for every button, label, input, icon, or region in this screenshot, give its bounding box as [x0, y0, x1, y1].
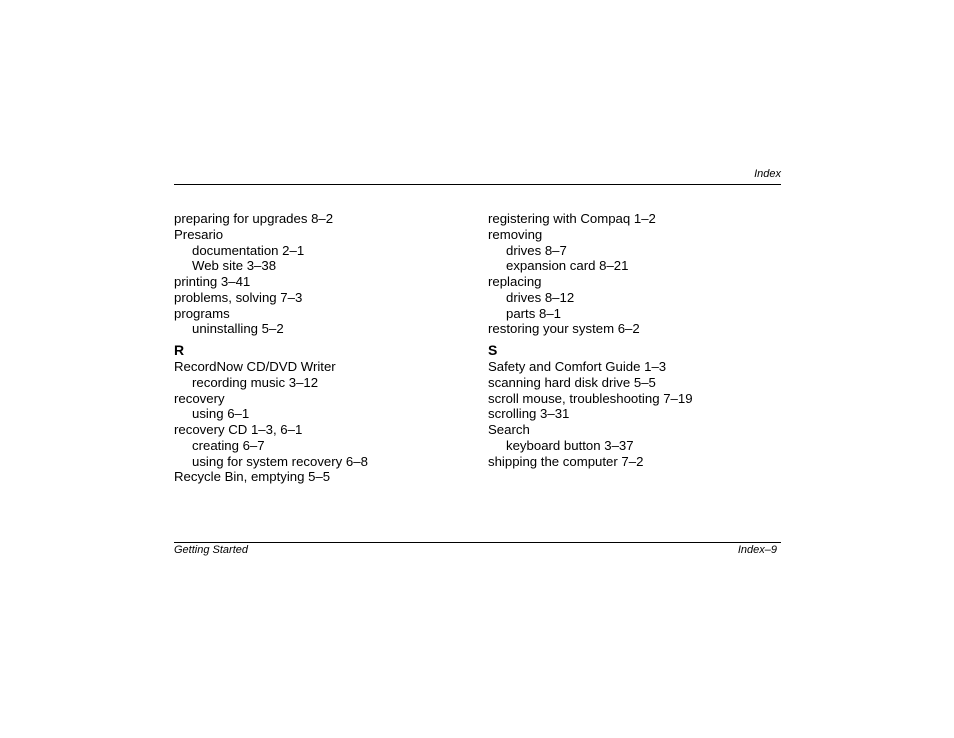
index-entry: restoring your system 6–2: [488, 321, 640, 337]
index-letter-heading: R: [174, 342, 185, 358]
index-subentry: using for system recovery 6–8: [192, 453, 368, 469]
index-subentry: drives 8–12: [506, 289, 575, 305]
index-entry: programs: [174, 305, 230, 321]
header-rule: [174, 184, 781, 185]
index-column-left: [174, 211, 474, 485]
index-entry: preparing for upgrades 8–2: [174, 211, 334, 226]
index-letter-heading: S: [488, 342, 498, 358]
footer-book-title: Getting Started: [174, 544, 248, 556]
index-entry: Safety and Comfort Guide 1–3: [488, 359, 667, 374]
index-subentry: parts 8–1: [506, 305, 561, 321]
index-subentry: using 6–1: [192, 406, 250, 422]
index-entry: scanning hard disk drive 5–5: [488, 374, 656, 390]
index-entry: RecordNow CD/DVD Writer: [174, 359, 336, 374]
index-entry: scrolling 3–31: [488, 406, 570, 422]
index-subentry: documentation 2–1: [192, 242, 305, 258]
index-entry: recovery: [174, 390, 225, 406]
index-entry: scroll mouse, troubleshooting 7–19: [488, 390, 693, 406]
index-subentry: recording music 3–12: [192, 374, 319, 390]
index-entry: removing: [488, 226, 543, 242]
page-header-label: Index: [754, 168, 781, 180]
index-entry: Recycle Bin, emptying 5–5: [174, 469, 331, 485]
index-entry: registering with Compaq 1–2: [488, 211, 656, 226]
index-entry: shipping the computer 7–2: [488, 453, 644, 469]
index-entry: Search: [488, 422, 530, 437]
footer-rule: [174, 542, 781, 543]
index-subentry: expansion card 8–21: [506, 258, 629, 274]
index-entry: Presario: [174, 226, 224, 242]
index-column-right: [488, 211, 788, 469]
index-subentry: drives 8–7: [506, 242, 567, 258]
index-group-after: [488, 359, 788, 469]
index-entry: replacing: [488, 274, 542, 289]
index-subentry: keyboard button 3–37: [506, 437, 634, 453]
index-group-before: [488, 211, 788, 337]
index-subentry: uninstalling 5–2: [192, 321, 284, 337]
index-group-after: [174, 359, 474, 485]
index-entry: problems, solving 7–3: [174, 289, 303, 305]
index-subentry: Web site 3–38: [192, 258, 277, 274]
index-group-before: [174, 211, 474, 337]
index-entry: printing 3–41: [174, 274, 251, 289]
index-entry: recovery CD 1–3, 6–1: [174, 422, 303, 437]
index-subentry: creating 6–7: [192, 437, 265, 453]
footer-page-number: Index–9: [737, 544, 777, 556]
